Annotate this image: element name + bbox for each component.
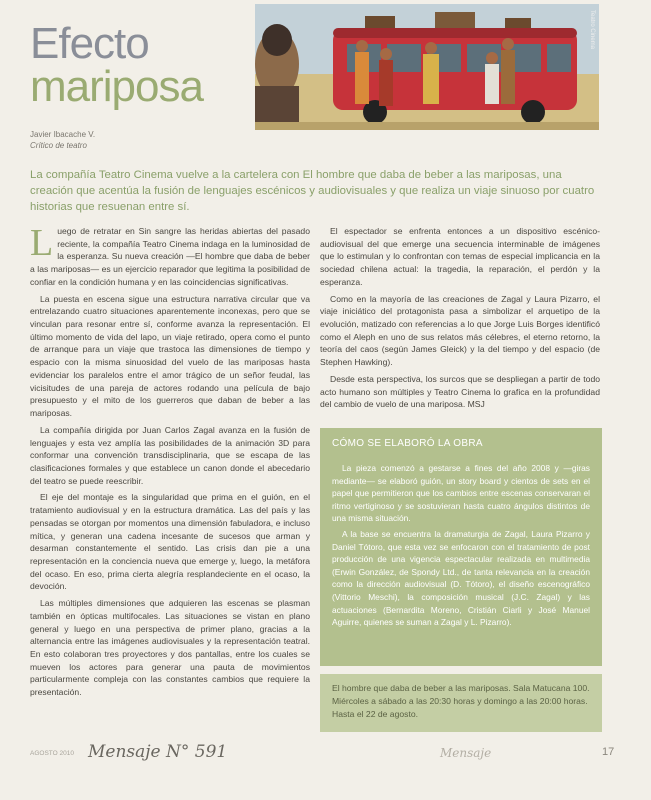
paragraph: Luego de retratar en Sin sangre las heridas abiertas del pasado reciente, la compañía Teatro Cinema indaga en la luminosidad de la esperanza. Su nueva creación —El hombre que daba de beber a las mariposas— es un ejercicio reparador que legitima la posibilidad de confiar en la condición humana y en las coincidencias significativas.	[30, 222, 310, 287]
sidebar-title: CÓMO SE ELABORÓ LA OBRA	[332, 438, 483, 449]
handwritten-signature: Mensaje N° 591	[88, 742, 228, 762]
sidebar-paragraph: La pieza comenzó a gestarse a fines del año 2008 y —giras mediante— se elaboró guión, un story board y cientos de sets en el papel que permitieron que los cambios entre escenas conservaran el ritmo vertiginoso y se sostuvieran hasta cuatro ángulos distintos de una misma situación.	[332, 463, 590, 524]
title-line-2: mariposa	[30, 62, 203, 112]
article-lead: La compañía Teatro Cinema vuelve a la cartelera con El hombre que daba de beber a las mariposas, una creación que acentúa la fusión de lenguajes escénicos y audiovisuales y que realiza un viaje sinuoso por cuatro historias que resuenan entre sí.	[30, 169, 595, 214]
paragraph: Las múltiples dimensiones que adquieren las escenas se plasman también en ópticas multifocales. Las situaciones se vistan en plano general y luego en una perspectiva de primer plano, gracias a la alternancia entre las imágenes audiovisuales y la representación teatral. En esto colaboran tres proyectores y dos pantallas, entre los cuales se mueven los actores para generar una pauta de movimientos particularmente compleja con las constantes cambios que requiere la presentación.	[30, 598, 310, 698]
drop-cap: L	[30, 222, 54, 264]
right-column	[320, 225, 600, 415]
photo-credit: Teatro Cinema	[589, 10, 595, 50]
sidebar-body	[332, 462, 590, 632]
author-name: Javier Ibacache V.	[30, 130, 96, 139]
article-title	[30, 19, 203, 112]
show-info: El hombre que daba de beber a las mariposas. Sala Matucana 100. Miércoles a sábado a las 20:30 horas y domingo a las 20:00 horas. Hasta el 22 de agosto.	[332, 683, 590, 719]
info-box	[320, 674, 602, 732]
article-photo	[255, 4, 599, 130]
paragraph: El eje del montaje es la singularidad que prima en el guión, en el tratamiento audiovisual y en la estructura dramática. Las del país y las pensadas se otorgan por momentos una dimensión fabuladora, e incluso mítica, y generan una cadena incesante de sucesos que arman y desarman constantemente el sentido. Las crisis dan pie a una representación en la conciencia nueva que emerge y, luego, la metáfora del ocaso. En eso, prima cierta alegría resplandeciente en el ocaso, la devoción.	[30, 492, 310, 592]
sidebar-box	[320, 428, 602, 666]
paragraph: El espectador se enfrenta entonces a un dispositivo escénico-audiovisual del que emerge una secuencia interminable de imágenes que lo estimulan y lo confrontan con temas de especial implicancia en la sociedad chilena actual: la tragedia, la reparación, el perdón y la esperanza.	[320, 226, 600, 287]
paragraph: La compañía dirigida por Juan Carlos Zagal avanza en la fusión de lenguajes y esta vez amplía las posibilidades de la animación 3D para conformar una convención transdisciplinaria, que se escapa de las clasificaciones formales y que establece un canon donde el abecedario del teatro se puede reescribir.	[30, 424, 310, 486]
paragraph: La puesta en escena sigue una estructura narrativa circular que va entrelazando cuatro situaciones aparentemente inconexas, pero que se vinculan para resonar entre sí, conforme avanza la representación. El último momento de vida del lapo, un viaje retirado, opera como el punto de arranque para un viaje que trastoca las dimensiones de tiempo y espacio con la misma sinuosidad del vuelo de las mariposas hasta evidenciar los paralelos entre el amor trágico de un señor feudal, las vicisitudes de una pareja de actores rodando una película de bajo presupuesto y el mito de los guerreros que daban de beber a las mariposas.	[30, 293, 310, 419]
faded-signature: Mensaje	[440, 746, 492, 760]
page-number: 17	[602, 746, 615, 758]
sidebar-paragraph: A la base se encuentra la dramaturgia de Zagal, Laura Pizarro y Daniel Tótoro, que esta vez se enfocaron con el tratamiento de post producción de una vigencia espectacular realizada en multimedia (Erwin González, de Spondy Ltd., de tanta relevancia en la creación como la dirección audiovisual (D. Tótoro), el diseño escenográfico (Vittorio Meschi), la composición musical (J.C. Zagal) y las actuaciones (Bernardita Moreno, Cristián Ciarli y José Manuel Aguirre, quienes se suman a Zagal y L. Pizarro).	[332, 529, 590, 628]
left-column	[30, 222, 310, 703]
bus-performers-illustration	[255, 4, 599, 130]
byline	[30, 129, 95, 151]
title-line-1: Efecto	[30, 19, 149, 68]
issue-date: AGOSTO 2010	[30, 750, 74, 757]
page-footer	[30, 744, 620, 764]
paragraph: Como en la mayoría de las creaciones de Zagal y Laura Pizarro, el viaje iniciático del protagonista pasa a simbolizar el arquetipo de la evolución, matizado con referencias a lo que Jorge Luis Borges identificó como el Aleph en uno de sus relatos más célebres, el eterno retorno, la teoría del caos (según James Gleick) y la del tiempo y del espacio (de Stephen Hawking).	[320, 293, 600, 368]
paragraph: Desde esta perspectiva, los surcos que se despliegan a partir de todo acto humano son múltiples y Teatro Cinema lo grafica en la profundidad del cambio de vuelo de una mariposa. MSJ	[320, 373, 600, 410]
author-role: Crítico de teatro	[30, 141, 87, 151]
